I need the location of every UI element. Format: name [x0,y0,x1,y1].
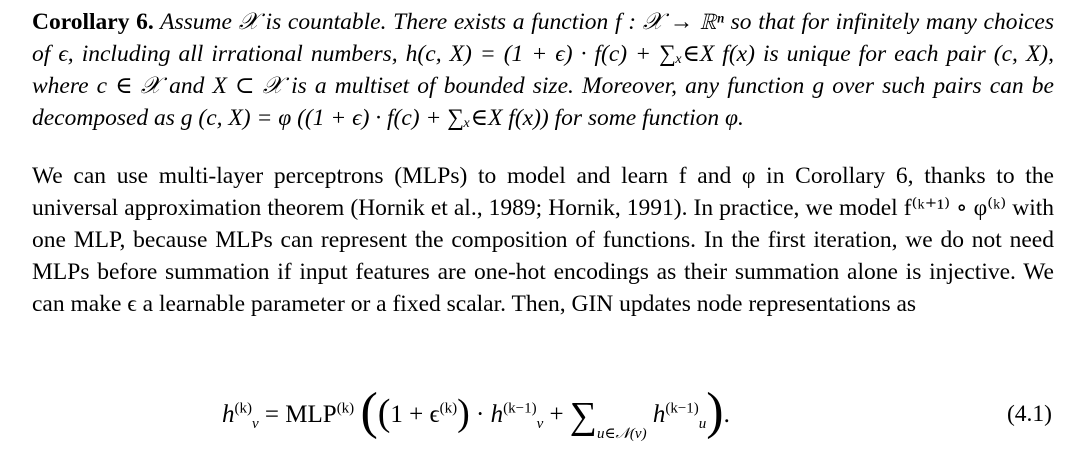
eq-h2: h [652,401,666,428]
eq-mlp-sup: (k) [336,400,355,417]
eq-dot: · [476,401,485,428]
eq-h2-sup: (k−1) [665,400,699,417]
eq-eps-sup: (k) [439,400,458,417]
equation-body [222,383,730,456]
corollary-label: Corollary 6. [32,9,154,35]
body-paragraph: We can use multi-layer perceptrons (MLPs) to model and learn f and φ in Corollary 6, thanks to the universal approximation theorem (Hornik et al., 1989; Hornik, 1991). In practice, we model f⁽ᵏ⁺¹⁾ ∘ φ⁽ᵏ⁾ with one MLP, because MLPs can represent the composition of functions. In the first iteration, we do not need MLPs before summation if input features are one-hot encodings as their summation alone is injective. We can make ϵ a learnable parameter or a fixed scalar. Then, GIN updates node representations as [32,163,1060,317]
eq-one-plus-eps: 1 + ϵ [390,401,440,428]
corollary-block [32,6,1060,134]
eq-lhs-sup: (k) [234,400,252,417]
eq-h1: h [490,401,504,428]
corollary-statement: Assume 𝒳 is countable. There exists a function f : 𝒳 → ℝⁿ so that for infinitely many choices of ϵ, including all irrational numbers, h(c, X) = (1 + ϵ) · f(c) + ∑ₓ∈X f(x) is unique for each pair (c, X), where c ∈ 𝒳 and X ⊂ 𝒳 is a multiset of bounded size. Moreover, any function g over such pairs can be decomposed as g (c, X) = φ ((1 + ϵ) · f(c) + ∑ₓ∈X f(x)) for some function φ. [32,9,1060,131]
eq-sum-sub: u∈𝒩(v) [596,426,647,442]
eq-mlp: MLP [285,401,337,428]
eq-h2-sub: u [698,416,707,432]
eq-lhs-sub: v [252,416,259,432]
equation-4-1 [32,384,1054,448]
equation-number: (4.1) [1006,401,1052,427]
eq-outer-open-paren: ( [360,383,378,440]
eq-period: . [723,401,730,428]
eq-inner-open-paren: ( [377,392,391,434]
eq-h1-sub: v [536,416,544,432]
eq-sum-symbol: ∑ [569,395,597,437]
eq-inner-close-paren: ) [457,392,470,434]
eq-lhs-h: h [222,401,235,428]
eq-equals: = [264,401,280,428]
eq-outer-close-paren: ) [706,383,724,440]
eq-plus: + [549,401,564,428]
eq-h1-sup: (k−1) [503,400,537,417]
